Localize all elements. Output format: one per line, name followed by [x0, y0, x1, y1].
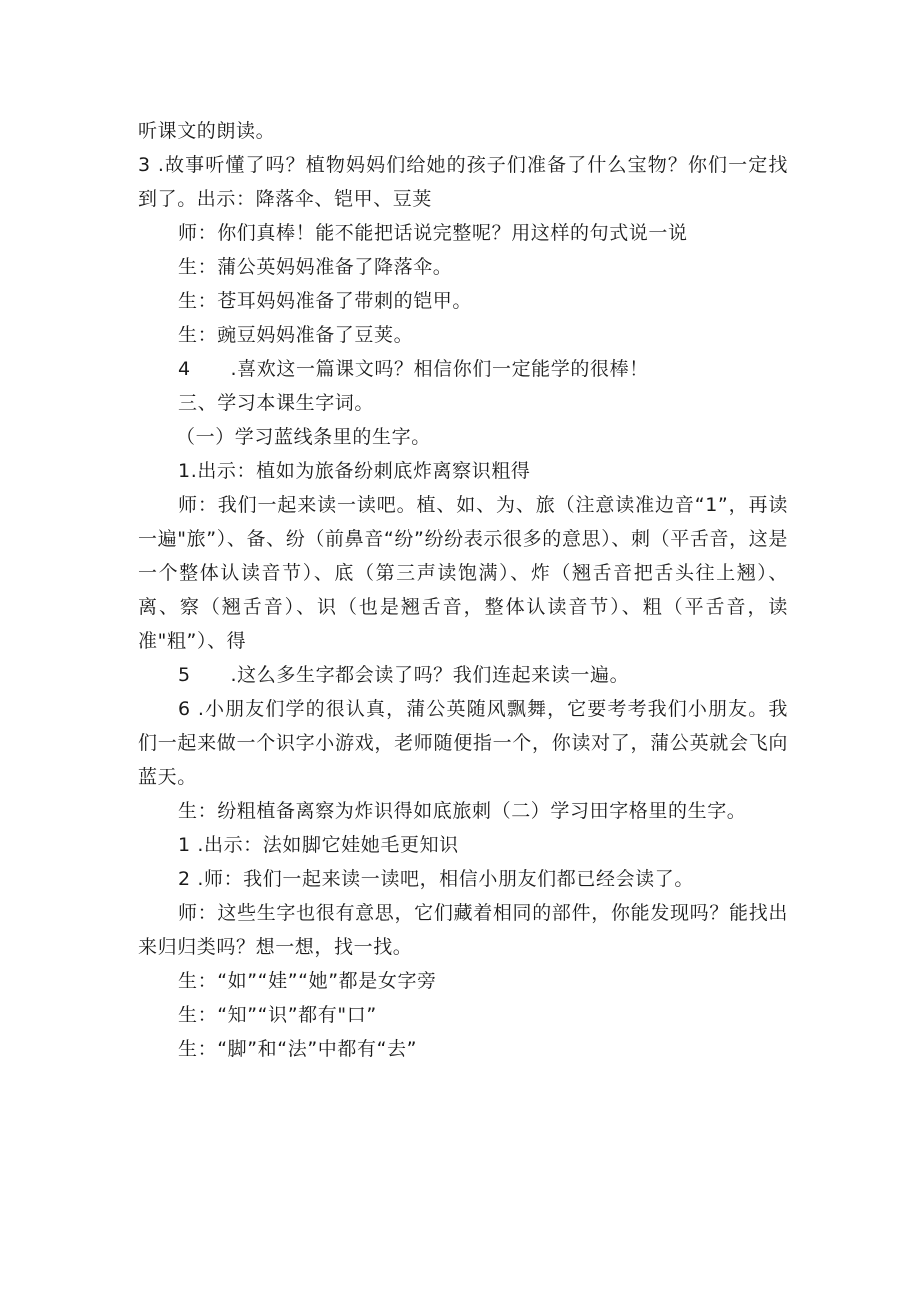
paragraph-19: 生：“知”“识”都有"口” — [178, 1004, 377, 1026]
paragraph-20: 生：“脚”和“法”中都有“去” — [178, 1038, 418, 1060]
paragraph-12: 5 .这么多生字都会读了吗？我们连起来读一遍。 — [178, 664, 630, 686]
paragraph-3: 师：你们真棒！能不能把话说完整呢？用这样的句式说一说 — [178, 222, 688, 244]
paragraph-7: 4 .喜欢这一篇课文吗？相信你们一定能学的很棒！ — [178, 358, 649, 380]
subsection-heading: （一）学习蓝线条里的生字。 — [176, 426, 431, 448]
paragraph-17: 师：这些生字也很有意思，它们藏着相同的部件，你能发现吗？能找出来归归类吗？想一想，找一找。 — [138, 902, 788, 958]
paragraph-6: 生：豌豆妈妈准备了豆荚。 — [178, 324, 414, 346]
paragraph-15: 1 .出示：法如脚它娃她毛更知识 — [178, 834, 459, 856]
paragraph-5: 生：苍耳妈妈准备了带刺的铠甲。 — [178, 290, 473, 312]
paragraph-18: 生：“如”“娃”“她”都是女字旁 — [178, 970, 437, 992]
paragraph-10: 1.出示：植如为旅备纷刺底炸离察识粗得 — [178, 460, 531, 482]
paragraph-13: 6 .小朋友们学的很认真，蒲公英随风飘舞，它要考考我们小朋友。我们一起来做一个识字小游戏，老师随便指一个，你读对了，蒲公英就会飞向蓝天。 — [138, 698, 788, 788]
paragraph-11: 师：我们一起来读一读吧。植、如、为、旅（注意读准边音“1”，再读一遍"旅”）、备、纷（前鼻音“纷”纷纷表示很多的意思）、刺（平舌音，这是一个整体认读音节）、底（第三声读饱满）、炸（翘舌音把舌头往上翘）、离、察（翘舌音）、识（也是翘舌音，整体认读音节）、粗（平舌音，读准"粗”）、得 — [138, 494, 788, 652]
paragraph-4: 生：蒲公英妈妈准备了降落伞。 — [178, 256, 453, 278]
document-body — [138, 114, 788, 1066]
paragraph-16: 2 .师：我们一起来读一读吧，相信小朋友们都已经会读了。 — [178, 868, 694, 890]
paragraph-14: 生：纷粗植备离察为炸识得如底旅刺（二）学习田字格里的生字。 — [178, 800, 747, 822]
paragraph-2: 3 .故事听懂了吗？植物妈妈们给她的孩子们准备了什么宝物？你们一定找到了。出示：降落伞、铠甲、豆荚 — [138, 154, 788, 210]
section-heading: 三、学习本课生字词。 — [178, 392, 375, 414]
paragraph-1: 听课文的朗读。 — [138, 120, 276, 142]
